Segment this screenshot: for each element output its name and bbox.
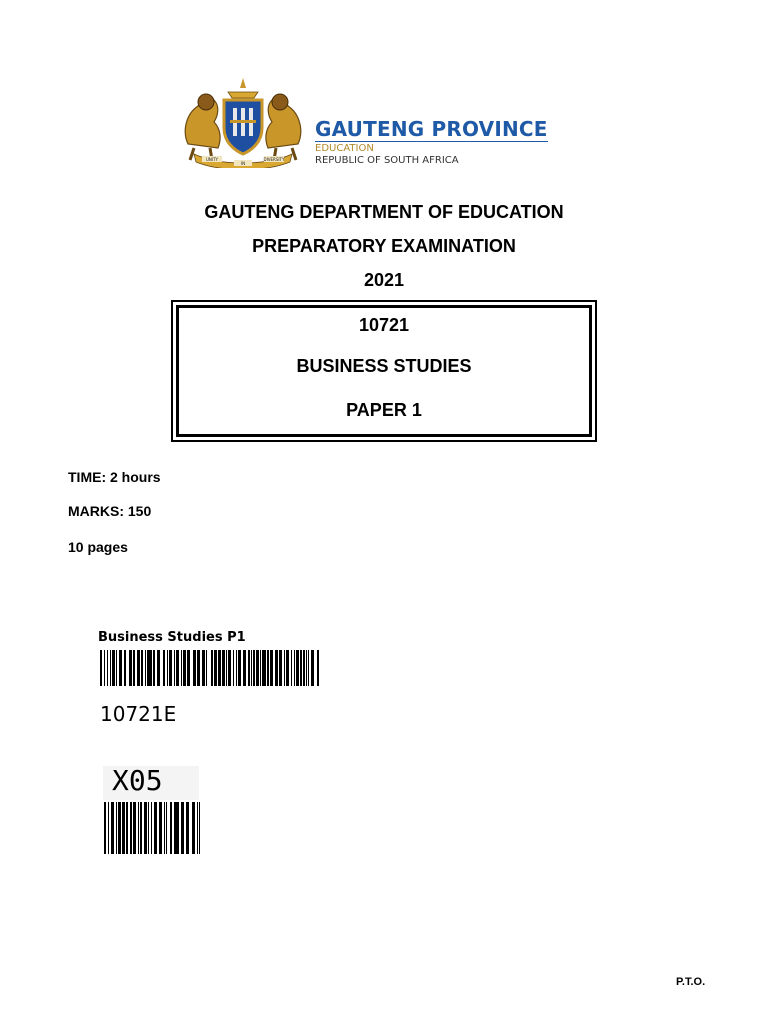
barcode-bar xyxy=(119,650,120,686)
barcode-bar xyxy=(151,802,152,854)
barcode-bar xyxy=(111,802,114,854)
crest-motto-1: UNITY xyxy=(206,157,218,162)
barcode-bar xyxy=(153,650,154,686)
barcode-bar xyxy=(256,650,259,686)
barcode-bar xyxy=(176,802,179,854)
barcode-bar xyxy=(176,650,179,686)
barcode-bar xyxy=(275,650,278,686)
barcode-bar xyxy=(296,650,299,686)
barcode-bar xyxy=(133,802,134,854)
barcode-bar xyxy=(104,802,106,854)
barcode-bar xyxy=(263,650,266,686)
barcode-bar xyxy=(107,650,108,686)
barcode-bar xyxy=(122,802,125,854)
department-label: EDUCATION xyxy=(315,143,374,154)
barcode-bar xyxy=(262,650,263,686)
time-allowed: TIME: 2 hours xyxy=(68,469,161,485)
barcode-bar xyxy=(104,650,105,686)
barcode-bar xyxy=(268,650,269,686)
barcode-bar xyxy=(267,650,268,686)
barcode-bar xyxy=(300,650,302,686)
barcode-bar xyxy=(134,802,136,854)
barcode-bar xyxy=(197,650,200,686)
barcode-bar xyxy=(270,650,273,686)
barcode-bar xyxy=(149,650,152,686)
barcode-bar xyxy=(171,802,172,854)
page-count: 10 pages xyxy=(68,539,128,555)
barcode-bar xyxy=(197,802,198,854)
barcode-bar xyxy=(214,650,215,686)
barcode-bar xyxy=(211,650,213,686)
barcode-bar xyxy=(308,650,309,686)
barcode-bar xyxy=(228,650,229,686)
barcode-code: 10721E xyxy=(100,702,177,726)
paper-number: PAPER 1 xyxy=(346,400,422,420)
barcode-bar xyxy=(110,650,111,686)
barcode-bar xyxy=(141,650,143,686)
barcode-bar xyxy=(145,650,146,686)
barcode-bar xyxy=(304,650,305,686)
barcode-bar xyxy=(129,650,132,686)
barcode-bar xyxy=(306,650,307,686)
barcode-bar xyxy=(248,650,250,686)
barcode-bar xyxy=(233,650,234,686)
barcode-bar xyxy=(239,650,241,686)
country-label: REPUBLIC OF SOUTH AFRICA xyxy=(315,155,459,166)
barcode-bar xyxy=(167,650,168,686)
barcode-bar xyxy=(157,650,160,686)
barcode-bar xyxy=(163,650,165,686)
barcode-bar xyxy=(120,650,122,686)
barcode-bar xyxy=(138,802,139,854)
gauteng-logo xyxy=(180,76,548,168)
barcode-bar xyxy=(194,802,195,854)
province-name: GAUTENG PROVINCE xyxy=(315,117,548,141)
barcode-bar xyxy=(181,650,182,686)
coat-of-arms-icon xyxy=(180,76,306,168)
barcode-bar xyxy=(192,802,194,854)
barcode-bar xyxy=(126,802,128,854)
barcode-bar xyxy=(229,650,231,686)
barcode-bar xyxy=(317,650,319,686)
barcode-bar xyxy=(260,650,261,686)
subject-barcode xyxy=(100,650,322,686)
barcode-bar xyxy=(251,650,252,686)
barcode-bar xyxy=(112,650,115,686)
barcode-bar xyxy=(236,650,237,686)
barcode-bar xyxy=(303,650,304,686)
barcode-bar xyxy=(199,802,200,854)
barcode-bar xyxy=(218,650,221,686)
barcode-bar xyxy=(286,650,288,686)
barcode-bar xyxy=(174,802,176,854)
barcode-bar xyxy=(206,650,207,686)
department-heading: GAUTENG DEPARTMENT OF EDUCATION xyxy=(204,202,564,222)
barcode-bar xyxy=(164,802,165,854)
barcode-bar xyxy=(288,650,289,686)
x-code-barcode xyxy=(104,802,202,854)
barcode-bar xyxy=(238,650,239,686)
barcode-bar xyxy=(154,650,155,686)
barcode-bar xyxy=(130,802,132,854)
barcode-bar xyxy=(144,802,147,854)
barcode-bar xyxy=(140,802,142,854)
barcode-bar xyxy=(169,650,172,686)
barcode-bar xyxy=(181,802,184,854)
year-heading: 2021 xyxy=(363,270,405,290)
barcode-bar xyxy=(311,650,314,686)
barcode-bar xyxy=(291,650,292,686)
barcode-bar xyxy=(174,650,175,686)
barcode-bar xyxy=(187,650,190,686)
barcode-bar xyxy=(183,650,184,686)
barcode-bar xyxy=(215,650,217,686)
barcode-bar xyxy=(202,650,205,686)
barcode-bar xyxy=(170,802,171,854)
barcode-bar xyxy=(284,650,285,686)
barcode-bar xyxy=(193,650,196,686)
barcode-bar xyxy=(133,650,135,686)
barcode-bar xyxy=(222,650,225,686)
barcode-bar xyxy=(243,650,246,686)
barcode-bar xyxy=(124,650,126,686)
barcode-bar xyxy=(148,802,149,854)
barcode-bar xyxy=(116,650,117,686)
barcode-bar xyxy=(253,650,255,686)
subject-title: BUSINESS STUDIES xyxy=(296,356,472,376)
barcode-bar xyxy=(154,802,155,854)
barcode-bar xyxy=(108,802,109,854)
barcode-bar xyxy=(279,650,282,686)
barcode-bar xyxy=(226,650,227,686)
exam-heading: PREPARATORY EXAMINATION xyxy=(252,236,516,256)
barcode-label: Business Studies P1 xyxy=(98,630,246,645)
total-marks: MARKS: 150 xyxy=(68,503,152,519)
barcode-bar xyxy=(186,802,189,854)
barcode-bar xyxy=(147,650,149,686)
barcode-bar xyxy=(159,802,162,854)
barcode-bar xyxy=(184,650,186,686)
barcode-bar xyxy=(100,650,102,686)
barcode-bar xyxy=(118,802,121,854)
barcode-bar xyxy=(155,802,157,854)
crest-motto-2: IN xyxy=(240,161,246,166)
paper-code: 10721 xyxy=(358,315,410,335)
barcode-bar xyxy=(116,802,117,854)
paper-title-box xyxy=(171,300,597,442)
barcode-bar xyxy=(294,650,295,686)
please-turn-over: P.T.O. xyxy=(676,976,706,988)
barcode-bar xyxy=(166,802,167,854)
crest-motto-3: DIVERSITY xyxy=(263,157,285,162)
x-code: X05 xyxy=(112,764,163,797)
barcode-bar xyxy=(137,650,140,686)
